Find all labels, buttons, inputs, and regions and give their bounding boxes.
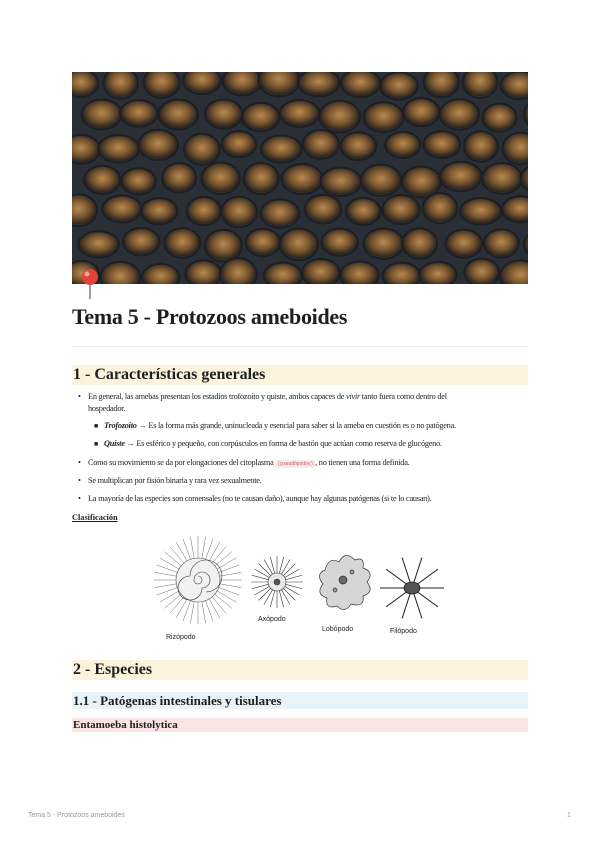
pseudopod-line xyxy=(286,584,302,588)
skin-scale xyxy=(84,166,120,194)
bullet-text: Se multiplican por fisión binaria y rara vez sexualmente. xyxy=(88,476,262,485)
skin-scale xyxy=(244,163,279,194)
pseudopod-line xyxy=(417,569,438,584)
skin-scale xyxy=(402,228,437,258)
pseudopod-line xyxy=(155,583,179,587)
pseudopod-line xyxy=(176,597,188,618)
skin-scale xyxy=(484,229,519,257)
skin-scale xyxy=(380,72,418,99)
skin-scale xyxy=(340,261,379,284)
pseudopod-line xyxy=(208,542,220,563)
skin-scale xyxy=(385,132,420,158)
skin-scale xyxy=(279,228,318,260)
bullet-text: La mayoría de las especies son comensales (no te causan daño), aunque hay algunas patógenas (si te lo causan). xyxy=(88,494,432,503)
pseudopod-line xyxy=(183,539,191,562)
skin-scale xyxy=(403,98,440,126)
bullet-dot: • xyxy=(78,476,81,485)
skin-scale xyxy=(72,135,100,164)
pseudopod-line xyxy=(279,591,283,607)
skin-scale xyxy=(245,229,280,256)
skin-scale xyxy=(205,99,243,128)
skin-scale xyxy=(383,263,421,284)
bullet-dot: • xyxy=(78,392,81,401)
skin-scale xyxy=(264,263,302,284)
round-pushpin-icon xyxy=(80,268,100,300)
pseudopod-line xyxy=(218,583,242,587)
skin-scale xyxy=(164,228,200,258)
skin-scale xyxy=(123,228,160,255)
skin-scale xyxy=(260,199,299,227)
pseudopod-line xyxy=(414,594,422,619)
skin-scale xyxy=(221,197,257,227)
pseudopod-line xyxy=(259,588,271,600)
footer-page-number: 1 xyxy=(567,812,571,819)
skin-scale xyxy=(440,162,482,191)
pseudopod-line xyxy=(155,572,179,576)
pseudopod-line xyxy=(286,575,302,579)
skin-scale xyxy=(205,230,242,262)
skin-scale xyxy=(183,72,221,94)
pseudopod-line xyxy=(285,569,300,578)
title-divider xyxy=(72,346,528,347)
skin-scale xyxy=(440,99,479,129)
section-heading-caracteristicas: 1 - Características generales xyxy=(72,365,528,385)
skin-scale xyxy=(424,72,459,97)
skin-scale xyxy=(82,99,122,129)
bullet-item xyxy=(78,475,520,487)
pseudopod-line xyxy=(176,542,188,563)
pseudopod-line xyxy=(417,592,438,607)
skin-scale xyxy=(72,72,98,97)
pseudopod-line xyxy=(252,584,268,588)
pseudopod-line xyxy=(254,569,269,578)
bullet-text: tanto fuera como dentro del xyxy=(359,392,447,401)
section-heading-especies: 2 - Especies xyxy=(72,660,528,680)
figure-caption-filopodo: Filópodo xyxy=(390,628,417,635)
pseudopod-line xyxy=(279,557,283,573)
pseudopod-line xyxy=(201,537,205,561)
skin-scale xyxy=(482,163,522,194)
inline-code: (pseudópodos) xyxy=(277,461,314,467)
skin-scale xyxy=(423,193,457,223)
skin-scale xyxy=(501,72,528,99)
pseudopod-line xyxy=(270,591,274,607)
skin-scale xyxy=(502,196,528,222)
pseudopod-line xyxy=(264,559,273,574)
pseudopod-line xyxy=(215,590,236,602)
skin-scale xyxy=(445,230,482,258)
skin-scale xyxy=(159,100,198,130)
skin-scale xyxy=(305,195,342,224)
pseudopod-line xyxy=(386,569,407,584)
skin-scale xyxy=(319,101,360,133)
bullet-dot: • xyxy=(78,458,81,467)
pseudopod-line xyxy=(283,564,295,576)
classification-figure xyxy=(150,530,460,648)
filopodo-drawing xyxy=(380,558,444,619)
pseudopod-line xyxy=(215,558,236,570)
pseudopod-line xyxy=(254,587,269,596)
skin-scale xyxy=(98,135,139,163)
skin-scale xyxy=(419,262,457,284)
skin-scale xyxy=(483,104,517,132)
bullet-text: , no tienen una forma definida. xyxy=(315,458,410,467)
skin-scale xyxy=(281,164,322,194)
lobopodo-drawing xyxy=(319,555,370,609)
pseudopod-line xyxy=(402,558,410,583)
sub-bullet-item xyxy=(94,420,524,432)
term-trofozoito: Trofozoíto xyxy=(104,421,137,430)
pseudopod-line xyxy=(285,587,300,596)
cover-image xyxy=(72,72,528,284)
pseudopod-line xyxy=(414,558,422,583)
skin-scale xyxy=(187,197,221,225)
skin-scale xyxy=(280,100,320,127)
skin-scale xyxy=(220,258,257,284)
pseudopod-line xyxy=(208,597,220,618)
skin-scale xyxy=(102,195,141,222)
skin-scale xyxy=(78,231,119,257)
pseudopod-line xyxy=(213,552,231,567)
skin-scale xyxy=(143,72,179,98)
pseudopod-line xyxy=(164,552,182,567)
bullet-text: hospedador. xyxy=(88,404,126,413)
skin-scale xyxy=(346,198,381,225)
bullet-text: Como su movimiento se da por elongaciones del citoplasma xyxy=(88,458,276,467)
pseudopod-line xyxy=(190,537,194,561)
pseudopod-line xyxy=(213,593,231,608)
subsection-heading-patogenas: 1.1 - Patógenas intestinales y tisulares xyxy=(72,692,528,709)
skin-scale xyxy=(382,195,419,224)
pseudopod-line xyxy=(217,587,240,595)
sub-bullet-item xyxy=(94,438,524,450)
classification-label: Clasificación xyxy=(72,513,118,522)
bullet-text: En general, las amebas presentan los estadios trofozoíto y quiste, ambos capaces de xyxy=(88,392,347,401)
skin-scale xyxy=(138,130,178,160)
skin-scale xyxy=(222,131,257,157)
bullet-item xyxy=(78,493,520,505)
skin-scale xyxy=(340,132,376,160)
figure-caption-axopodo: Axópodo xyxy=(258,616,286,623)
skin-scale xyxy=(121,168,156,194)
skin-scale xyxy=(120,100,158,127)
pseudopod-line xyxy=(201,600,205,624)
pseudopod-line xyxy=(205,599,213,622)
skin-scale xyxy=(363,229,403,259)
skin-scale xyxy=(242,103,280,132)
footer-title: Tema 5 - Protozoos ameboides xyxy=(28,812,125,819)
skin-scale xyxy=(464,131,498,162)
pseudopod-line xyxy=(170,546,185,564)
pseudopod-line xyxy=(211,595,226,613)
skin-scale xyxy=(185,260,221,284)
skin-scale xyxy=(303,130,339,159)
bullet-square: ■ xyxy=(94,422,98,430)
skin-scale xyxy=(261,136,302,163)
bullet-dot: • xyxy=(78,494,81,503)
bullet-item xyxy=(78,457,520,470)
skin-scale xyxy=(464,259,499,284)
skin-scales xyxy=(72,72,528,284)
skin-scale xyxy=(423,131,460,158)
page-title: Tema 5 - Protozoos ameboides xyxy=(72,304,348,329)
pseudopod-line xyxy=(270,557,274,573)
species-heading-entamoeba: Entamoeba histolytica xyxy=(72,718,528,732)
pseudopod-line xyxy=(157,565,180,573)
pseudopod-line xyxy=(190,600,194,624)
skin-scale xyxy=(320,168,361,196)
pseudopod-line xyxy=(402,594,410,619)
bullet-text: → Es la forma más grande, uninucleada y esencial para saber si la ameba en cuestión es o no patógena. xyxy=(136,421,456,430)
bullet-italic-text: vivir xyxy=(346,392,360,401)
skin-scale xyxy=(103,72,138,99)
skin-scale xyxy=(463,72,498,98)
skin-scale xyxy=(364,102,404,132)
skin-scale xyxy=(201,163,239,194)
pseudopod-line xyxy=(170,595,185,613)
pseudopod-line xyxy=(160,590,181,602)
pseudopod-line xyxy=(160,558,181,570)
pseudopod-line xyxy=(386,592,407,607)
skin-scale xyxy=(502,133,528,165)
pseudopod-line xyxy=(264,590,273,605)
pseudopod-line xyxy=(157,587,180,595)
skin-scale xyxy=(258,72,300,96)
skin-scale xyxy=(142,264,180,284)
skin-scale xyxy=(298,72,340,96)
skin-scale xyxy=(100,262,140,284)
skin-scale xyxy=(302,259,340,284)
skin-scale xyxy=(341,72,380,97)
pseudopod-line xyxy=(283,588,295,600)
skin-scale xyxy=(321,229,358,256)
skin-scale xyxy=(460,198,501,225)
rizopodo-drawing xyxy=(154,536,242,624)
pseudopod-line xyxy=(282,559,291,574)
pseudopod-line xyxy=(183,599,191,622)
skin-scale xyxy=(184,134,220,165)
pseudopod-line xyxy=(252,575,268,579)
skin-scale xyxy=(361,164,401,195)
axopodo-drawing xyxy=(251,556,303,608)
bullet-square: ■ xyxy=(94,440,98,448)
pseudopod-line xyxy=(282,590,291,605)
pseudopod-line xyxy=(218,572,242,576)
skin-scale xyxy=(162,163,196,193)
figure-caption-lobopodo: Lobópodo xyxy=(322,626,354,633)
skin-scale xyxy=(141,198,178,224)
pseudopod-line xyxy=(205,539,213,562)
figure-caption-rizopodo: Rizópodo xyxy=(166,634,196,641)
pseudopod-line xyxy=(164,593,182,608)
bullet-item xyxy=(78,391,520,415)
pseudopod-line xyxy=(259,564,271,576)
skin-scale xyxy=(223,72,261,95)
term-quiste: Quiste xyxy=(104,439,125,448)
bullet-text: → Es esférico y pequeño, con corpúsculos en forma de bastón que actúan como reserva de glucógeno. xyxy=(124,439,442,448)
